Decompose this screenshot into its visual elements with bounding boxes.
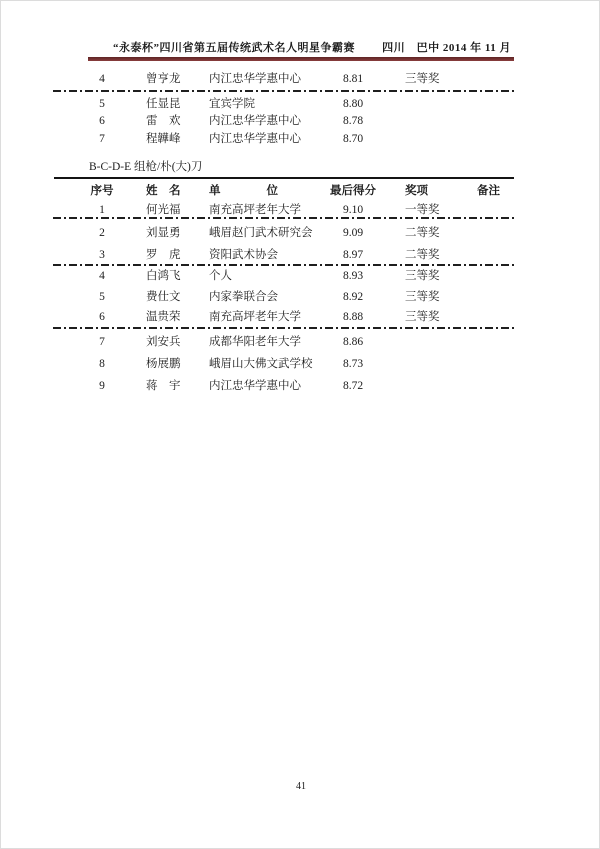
table-row [1, 335, 600, 349]
cell-unit: 峨眉赵门武术研究会 [209, 227, 313, 239]
cell-name: 任显昆 [146, 98, 181, 110]
cell-no: 1 [99, 204, 105, 216]
cell-award: 三等奖 [405, 291, 440, 303]
header-name: 姓 名 [146, 185, 181, 197]
cell-no: 7 [99, 133, 105, 145]
table-row [1, 72, 600, 86]
header-award: 奖项 [405, 185, 428, 197]
header-score: 最后得分 [330, 185, 376, 197]
cell-name: 刘显勇 [146, 227, 181, 239]
cell-name: 罗 虎 [146, 249, 181, 261]
dashed-divider [53, 264, 515, 266]
cell-award: 二等奖 [405, 227, 440, 239]
cell-unit: 个人 [209, 270, 232, 282]
header-rule [88, 57, 514, 61]
cell-score: 8.73 [342, 358, 364, 370]
cell-no: 8 [99, 358, 105, 370]
cell-award: 二等奖 [405, 249, 440, 261]
table-row [1, 269, 600, 283]
cell-score: 8.81 [342, 73, 364, 85]
table-row [1, 248, 600, 262]
cell-unit: 峨眉山大佛文武学校 [209, 358, 313, 370]
table-row [1, 203, 600, 217]
cell-no: 7 [99, 336, 105, 348]
cell-name: 杨展鹏 [146, 358, 181, 370]
cell-award: 三等奖 [405, 270, 440, 282]
cell-no: 5 [99, 98, 105, 110]
cell-no: 3 [99, 249, 105, 261]
competition-title: “永泰杯”四川省第五届传统武术名人明星争霸赛 [113, 42, 355, 54]
cell-no: 6 [99, 115, 105, 127]
table-row [1, 290, 600, 304]
cell-award: 三等奖 [405, 311, 440, 323]
dashed-divider [53, 327, 515, 329]
cell-no: 9 [99, 380, 105, 392]
cell-score: 8.97 [342, 249, 364, 261]
cell-name: 蒋 宇 [146, 380, 181, 392]
cell-score: 8.70 [342, 133, 364, 145]
cell-name: 何光福 [146, 204, 181, 216]
cell-score: 8.92 [342, 291, 364, 303]
cell-score: 8.86 [342, 336, 364, 348]
cell-unit: 内江忠华学惠中心 [209, 73, 301, 85]
cell-score: 8.88 [342, 311, 364, 323]
cell-unit: 内家拳联合会 [209, 291, 278, 303]
venue-date: 四川 巴中 2014 年 11 月 [382, 42, 511, 54]
table-row [1, 97, 600, 111]
cell-no: 4 [99, 73, 105, 85]
table-header-row [1, 184, 600, 198]
cell-unit: 南充高坪老年大学 [209, 311, 301, 323]
cell-unit: 资阳武术协会 [209, 249, 278, 261]
cell-score: 8.72 [342, 380, 364, 392]
dashed-divider [53, 90, 515, 92]
table-top-border [54, 177, 514, 179]
table-row [1, 132, 600, 146]
cell-award: 一等奖 [405, 204, 440, 216]
cell-score: 8.93 [342, 270, 364, 282]
cell-name: 雷 欢 [146, 115, 181, 127]
page-number: 41 [296, 781, 306, 792]
cell-name: 刘安兵 [146, 336, 181, 348]
table-row [1, 357, 600, 371]
cell-name: 程韡峰 [146, 133, 181, 145]
cell-unit: 内江忠华学惠中心 [209, 380, 301, 392]
table-row [1, 226, 600, 240]
header-note: 备注 [477, 185, 500, 197]
cell-name: 温贵荣 [146, 311, 181, 323]
cell-no: 4 [99, 270, 105, 282]
cell-unit: 南充高坪老年大学 [209, 204, 301, 216]
cell-no: 5 [99, 291, 105, 303]
cell-score: 8.80 [342, 98, 364, 110]
cell-unit: 内江忠华学惠中心 [209, 115, 301, 127]
cell-no: 2 [99, 227, 105, 239]
cell-score: 8.78 [342, 115, 364, 127]
cell-score: 9.09 [342, 227, 364, 239]
table-row [1, 310, 600, 324]
cell-name: 白鸿飞 [146, 270, 181, 282]
cell-score: 9.10 [342, 204, 364, 216]
table-row [1, 114, 600, 128]
table-row [1, 379, 600, 393]
cell-award: 三等奖 [405, 73, 440, 85]
cell-unit: 内江忠华学惠中心 [209, 133, 301, 145]
cell-unit: 宜宾学院 [209, 98, 255, 110]
cell-name: 曾亨龙 [146, 73, 181, 85]
header-no: 序号 [90, 185, 114, 197]
cell-no: 6 [99, 311, 105, 323]
dashed-divider [53, 217, 515, 219]
section-title: B-C-D-E 组枪/朴(大)刀 [89, 161, 203, 173]
cell-name: 费仕文 [146, 291, 181, 303]
cell-unit: 成都华阳老年大学 [209, 336, 301, 348]
header-unit: 单 位 [209, 185, 278, 197]
